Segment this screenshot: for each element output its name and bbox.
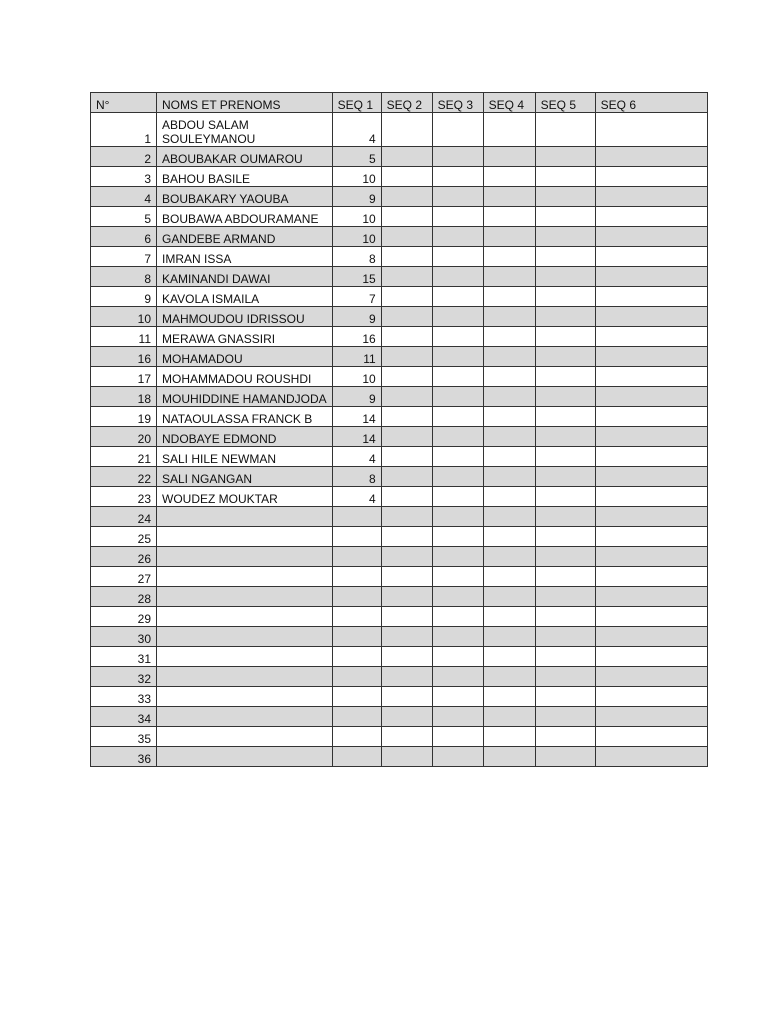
cell-name: ABDOU SALAM SOULEYMANOU	[157, 113, 333, 147]
cell-seq6	[595, 667, 707, 687]
cell-seq5	[535, 327, 595, 347]
table-row	[91, 307, 708, 327]
cell-seq5	[535, 647, 595, 667]
cell-seq6	[595, 567, 707, 587]
table-row	[91, 527, 708, 547]
cell-seq6	[595, 187, 707, 207]
cell-seq1: 10	[332, 367, 381, 387]
header-cell-seq3: SEQ 3	[432, 93, 483, 113]
table-row	[91, 547, 708, 567]
cell-seq4	[483, 727, 535, 747]
cell-seq1	[332, 647, 381, 667]
cell-seq5	[535, 267, 595, 287]
cell-seq1: 16	[332, 327, 381, 347]
cell-seq5	[535, 167, 595, 187]
cell-name: MERAWA GNASSIRI	[157, 327, 333, 347]
cell-seq6	[595, 647, 707, 667]
cell-seq3	[432, 187, 483, 207]
cell-number: 9	[91, 287, 157, 307]
cell-seq5	[535, 427, 595, 447]
cell-seq4	[483, 247, 535, 267]
cell-name: BAHOU BASILE	[157, 167, 333, 187]
table-row	[91, 707, 708, 727]
cell-seq4	[483, 627, 535, 647]
cell-name: BOUBAKARY YAOUBA	[157, 187, 333, 207]
cell-seq2	[381, 367, 432, 387]
cell-seq3	[432, 527, 483, 547]
cell-seq3	[432, 147, 483, 167]
cell-number: 21	[91, 447, 157, 467]
cell-seq4	[483, 327, 535, 347]
cell-seq2	[381, 113, 432, 147]
cell-name	[157, 667, 333, 687]
header-cell-seq1: SEQ 1	[332, 93, 381, 113]
cell-number: 2	[91, 147, 157, 167]
table-row	[91, 687, 708, 707]
cell-seq1: 4	[332, 113, 381, 147]
cell-name: GANDEBE ARMAND	[157, 227, 333, 247]
cell-seq2	[381, 547, 432, 567]
cell-name: IMRAN ISSA	[157, 247, 333, 267]
cell-number: 19	[91, 407, 157, 427]
cell-seq5	[535, 747, 595, 767]
cell-seq2	[381, 207, 432, 227]
cell-seq2	[381, 467, 432, 487]
cell-name: ABOUBAKAR OUMAROU	[157, 147, 333, 167]
cell-seq3	[432, 227, 483, 247]
cell-name: MOHAMMADOU ROUSHDI	[157, 367, 333, 387]
cell-name	[157, 607, 333, 627]
cell-name: KAMINANDI DAWAI	[157, 267, 333, 287]
cell-seq5	[535, 227, 595, 247]
cell-seq3	[432, 167, 483, 187]
table-row	[91, 747, 708, 767]
cell-seq4	[483, 667, 535, 687]
cell-seq6	[595, 727, 707, 747]
cell-seq6	[595, 267, 707, 287]
cell-seq2	[381, 747, 432, 767]
cell-seq1: 9	[332, 307, 381, 327]
cell-seq2	[381, 247, 432, 267]
cell-seq4	[483, 467, 535, 487]
cell-seq6	[595, 447, 707, 467]
cell-seq5	[535, 387, 595, 407]
cell-seq3	[432, 387, 483, 407]
cell-seq6	[595, 687, 707, 707]
cell-number: 6	[91, 227, 157, 247]
cell-seq2	[381, 387, 432, 407]
cell-seq2	[381, 307, 432, 327]
cell-seq5	[535, 287, 595, 307]
cell-seq3	[432, 727, 483, 747]
table-row	[91, 667, 708, 687]
cell-seq5	[535, 113, 595, 147]
cell-seq1	[332, 687, 381, 707]
cell-seq2	[381, 667, 432, 687]
cell-seq3	[432, 587, 483, 607]
cell-seq1: 14	[332, 407, 381, 427]
cell-seq5	[535, 207, 595, 227]
table-row	[91, 207, 708, 227]
cell-number: 31	[91, 647, 157, 667]
cell-seq4	[483, 567, 535, 587]
cell-number: 7	[91, 247, 157, 267]
table-row	[91, 167, 708, 187]
cell-number: 32	[91, 667, 157, 687]
cell-seq1: 10	[332, 167, 381, 187]
cell-seq2	[381, 687, 432, 707]
cell-seq6	[595, 547, 707, 567]
cell-number: 8	[91, 267, 157, 287]
cell-name	[157, 747, 333, 767]
table-row	[91, 247, 708, 267]
cell-seq3	[432, 113, 483, 147]
cell-number: 18	[91, 387, 157, 407]
cell-seq4	[483, 347, 535, 367]
table-row	[91, 367, 708, 387]
cell-seq2	[381, 407, 432, 427]
cell-seq4	[483, 207, 535, 227]
cell-seq3	[432, 627, 483, 647]
cell-seq6	[595, 247, 707, 267]
cell-seq5	[535, 367, 595, 387]
cell-number: 17	[91, 367, 157, 387]
cell-seq5	[535, 187, 595, 207]
cell-name	[157, 527, 333, 547]
header-cell-seq6: SEQ 6	[595, 93, 707, 113]
cell-seq3	[432, 547, 483, 567]
cell-seq1	[332, 547, 381, 567]
header-cell-number: N°	[91, 93, 157, 113]
cell-number: 22	[91, 467, 157, 487]
cell-name: SALI NGANGAN	[157, 467, 333, 487]
cell-seq1: 9	[332, 387, 381, 407]
cell-seq3	[432, 707, 483, 727]
cell-seq1: 8	[332, 467, 381, 487]
cell-seq4	[483, 113, 535, 147]
cell-number: 26	[91, 547, 157, 567]
cell-seq2	[381, 327, 432, 347]
cell-name	[157, 567, 333, 587]
cell-seq2	[381, 227, 432, 247]
cell-seq1	[332, 607, 381, 627]
cell-seq1	[332, 667, 381, 687]
cell-seq4	[483, 147, 535, 167]
cell-seq1: 9	[332, 187, 381, 207]
cell-number: 16	[91, 347, 157, 367]
cell-seq3	[432, 307, 483, 327]
cell-number: 34	[91, 707, 157, 727]
header-cell-seq4: SEQ 4	[483, 93, 535, 113]
cell-seq5	[535, 727, 595, 747]
cell-seq5	[535, 687, 595, 707]
table-row	[91, 507, 708, 527]
cell-seq6	[595, 467, 707, 487]
cell-seq4	[483, 747, 535, 767]
cell-seq2	[381, 427, 432, 447]
cell-seq4	[483, 707, 535, 727]
header-cell-names: NOMS ET PRENOMS	[157, 93, 333, 113]
cell-seq2	[381, 627, 432, 647]
cell-seq6	[595, 587, 707, 607]
cell-seq3	[432, 647, 483, 667]
cell-name: MOHAMADOU	[157, 347, 333, 367]
cell-seq3	[432, 447, 483, 467]
cell-name: MOUHIDDINE HAMANDJODA	[157, 387, 333, 407]
cell-seq2	[381, 727, 432, 747]
cell-name	[157, 687, 333, 707]
cell-seq4	[483, 167, 535, 187]
cell-seq6	[595, 407, 707, 427]
cell-seq1	[332, 507, 381, 527]
cell-seq6	[595, 227, 707, 247]
table-row	[91, 587, 708, 607]
cell-seq3	[432, 487, 483, 507]
table-row	[91, 567, 708, 587]
cell-number: 4	[91, 187, 157, 207]
cell-seq4	[483, 407, 535, 427]
cell-name: MAHMOUDOU IDRISSOU	[157, 307, 333, 327]
cell-seq1: 10	[332, 207, 381, 227]
table-row	[91, 267, 708, 287]
cell-name	[157, 727, 333, 747]
cell-seq1: 14	[332, 427, 381, 447]
cell-seq6	[595, 607, 707, 627]
cell-seq1: 4	[332, 447, 381, 467]
cell-seq2	[381, 487, 432, 507]
cell-seq2	[381, 147, 432, 167]
cell-seq6	[595, 307, 707, 327]
cell-seq6	[595, 707, 707, 727]
cell-seq4	[483, 227, 535, 247]
cell-seq2	[381, 167, 432, 187]
cell-number: 3	[91, 167, 157, 187]
cell-seq4	[483, 367, 535, 387]
cell-seq3	[432, 207, 483, 227]
cell-seq5	[535, 667, 595, 687]
table-row	[91, 407, 708, 427]
cell-seq5	[535, 627, 595, 647]
cell-number: 23	[91, 487, 157, 507]
table-row	[91, 627, 708, 647]
cell-name	[157, 707, 333, 727]
cell-seq2	[381, 647, 432, 667]
table-row	[91, 387, 708, 407]
cell-seq2	[381, 287, 432, 307]
cell-number: 30	[91, 627, 157, 647]
cell-seq4	[483, 527, 535, 547]
cell-seq6	[595, 747, 707, 767]
cell-seq5	[535, 507, 595, 527]
cell-seq6	[595, 287, 707, 307]
cell-seq2	[381, 347, 432, 367]
cell-name: KAVOLA ISMAILA	[157, 287, 333, 307]
cell-seq4	[483, 427, 535, 447]
cell-seq1: 4	[332, 487, 381, 507]
cell-number: 27	[91, 567, 157, 587]
cell-name: NATAOULASSA FRANCK B	[157, 407, 333, 427]
cell-seq1	[332, 627, 381, 647]
cell-seq6	[595, 207, 707, 227]
cell-seq1: 7	[332, 287, 381, 307]
cell-seq5	[535, 547, 595, 567]
cell-seq2	[381, 187, 432, 207]
cell-seq6	[595, 367, 707, 387]
cell-seq2	[381, 507, 432, 527]
table-row	[91, 287, 708, 307]
cell-seq5	[535, 607, 595, 627]
cell-seq3	[432, 567, 483, 587]
cell-seq1	[332, 567, 381, 587]
cell-seq6	[595, 327, 707, 347]
cell-seq4	[483, 287, 535, 307]
table-row	[91, 467, 708, 487]
cell-name: SALI HILE NEWMAN	[157, 447, 333, 467]
cell-seq3	[432, 327, 483, 347]
cell-seq1	[332, 727, 381, 747]
cell-seq5	[535, 147, 595, 167]
cell-name	[157, 507, 333, 527]
cell-seq6	[595, 487, 707, 507]
cell-seq2	[381, 527, 432, 547]
cell-number: 35	[91, 727, 157, 747]
cell-seq1	[332, 527, 381, 547]
cell-seq6	[595, 147, 707, 167]
cell-seq4	[483, 687, 535, 707]
cell-number: 20	[91, 427, 157, 447]
cell-seq1: 8	[332, 247, 381, 267]
table-row	[91, 347, 708, 367]
table-row	[91, 647, 708, 667]
cell-seq4	[483, 647, 535, 667]
cell-seq5	[535, 567, 595, 587]
table-row	[91, 113, 708, 147]
cell-seq6	[595, 507, 707, 527]
table-row	[91, 147, 708, 167]
cell-name	[157, 627, 333, 647]
cell-name	[157, 647, 333, 667]
cell-seq4	[483, 447, 535, 467]
cell-seq1	[332, 587, 381, 607]
table-row	[91, 727, 708, 747]
cell-name	[157, 547, 333, 567]
header-row	[91, 93, 708, 113]
cell-seq2	[381, 587, 432, 607]
cell-seq4	[483, 187, 535, 207]
cell-seq3	[432, 267, 483, 287]
cell-seq4	[483, 587, 535, 607]
cell-seq2	[381, 447, 432, 467]
cell-seq3	[432, 427, 483, 447]
cell-seq1: 5	[332, 147, 381, 167]
cell-seq1: 10	[332, 227, 381, 247]
cell-seq3	[432, 687, 483, 707]
cell-seq4	[483, 507, 535, 527]
cell-number: 24	[91, 507, 157, 527]
cell-number: 10	[91, 307, 157, 327]
cell-number: 5	[91, 207, 157, 227]
cell-number: 36	[91, 747, 157, 767]
cell-seq3	[432, 287, 483, 307]
cell-number: 29	[91, 607, 157, 627]
cell-seq3	[432, 607, 483, 627]
cell-seq4	[483, 607, 535, 627]
table-row	[91, 327, 708, 347]
cell-seq6	[595, 627, 707, 647]
cell-seq1	[332, 707, 381, 727]
cell-seq6	[595, 387, 707, 407]
cell-seq1: 11	[332, 347, 381, 367]
cell-seq2	[381, 267, 432, 287]
cell-seq1: 15	[332, 267, 381, 287]
table-row	[91, 607, 708, 627]
cell-seq4	[483, 267, 535, 287]
cell-seq5	[535, 447, 595, 467]
cell-seq6	[595, 427, 707, 447]
cell-seq5	[535, 707, 595, 727]
cell-seq2	[381, 607, 432, 627]
cell-number: 33	[91, 687, 157, 707]
cell-seq3	[432, 407, 483, 427]
cell-number: 1	[91, 113, 157, 147]
table-row	[91, 447, 708, 467]
cell-seq5	[535, 587, 595, 607]
cell-seq5	[535, 407, 595, 427]
header-cell-seq2: SEQ 2	[381, 93, 432, 113]
cell-name	[157, 587, 333, 607]
table-row	[91, 187, 708, 207]
table-row	[91, 227, 708, 247]
cell-seq6	[595, 347, 707, 367]
cell-seq3	[432, 367, 483, 387]
cell-seq6	[595, 113, 707, 147]
cell-seq6	[595, 167, 707, 187]
cell-seq2	[381, 567, 432, 587]
cell-seq5	[535, 307, 595, 327]
cell-seq5	[535, 467, 595, 487]
table-row	[91, 427, 708, 447]
cell-seq3	[432, 507, 483, 527]
table-row	[91, 487, 708, 507]
grades-table	[90, 92, 708, 767]
cell-number: 11	[91, 327, 157, 347]
cell-seq5	[535, 347, 595, 367]
cell-seq5	[535, 527, 595, 547]
cell-seq3	[432, 467, 483, 487]
cell-seq3	[432, 747, 483, 767]
cell-seq6	[595, 527, 707, 547]
header-cell-seq5: SEQ 5	[535, 93, 595, 113]
cell-seq2	[381, 707, 432, 727]
cell-name: WOUDEZ MOUKTAR	[157, 487, 333, 507]
cell-seq5	[535, 487, 595, 507]
cell-seq3	[432, 247, 483, 267]
cell-seq5	[535, 247, 595, 267]
cell-name: NDOBAYE EDMOND	[157, 427, 333, 447]
cell-number: 28	[91, 587, 157, 607]
cell-seq3	[432, 347, 483, 367]
cell-seq4	[483, 387, 535, 407]
cell-name: BOUBAWA ABDOURAMANE	[157, 207, 333, 227]
cell-seq4	[483, 547, 535, 567]
cell-number: 25	[91, 527, 157, 547]
cell-seq4	[483, 307, 535, 327]
cell-seq1	[332, 747, 381, 767]
cell-seq4	[483, 487, 535, 507]
cell-seq3	[432, 667, 483, 687]
